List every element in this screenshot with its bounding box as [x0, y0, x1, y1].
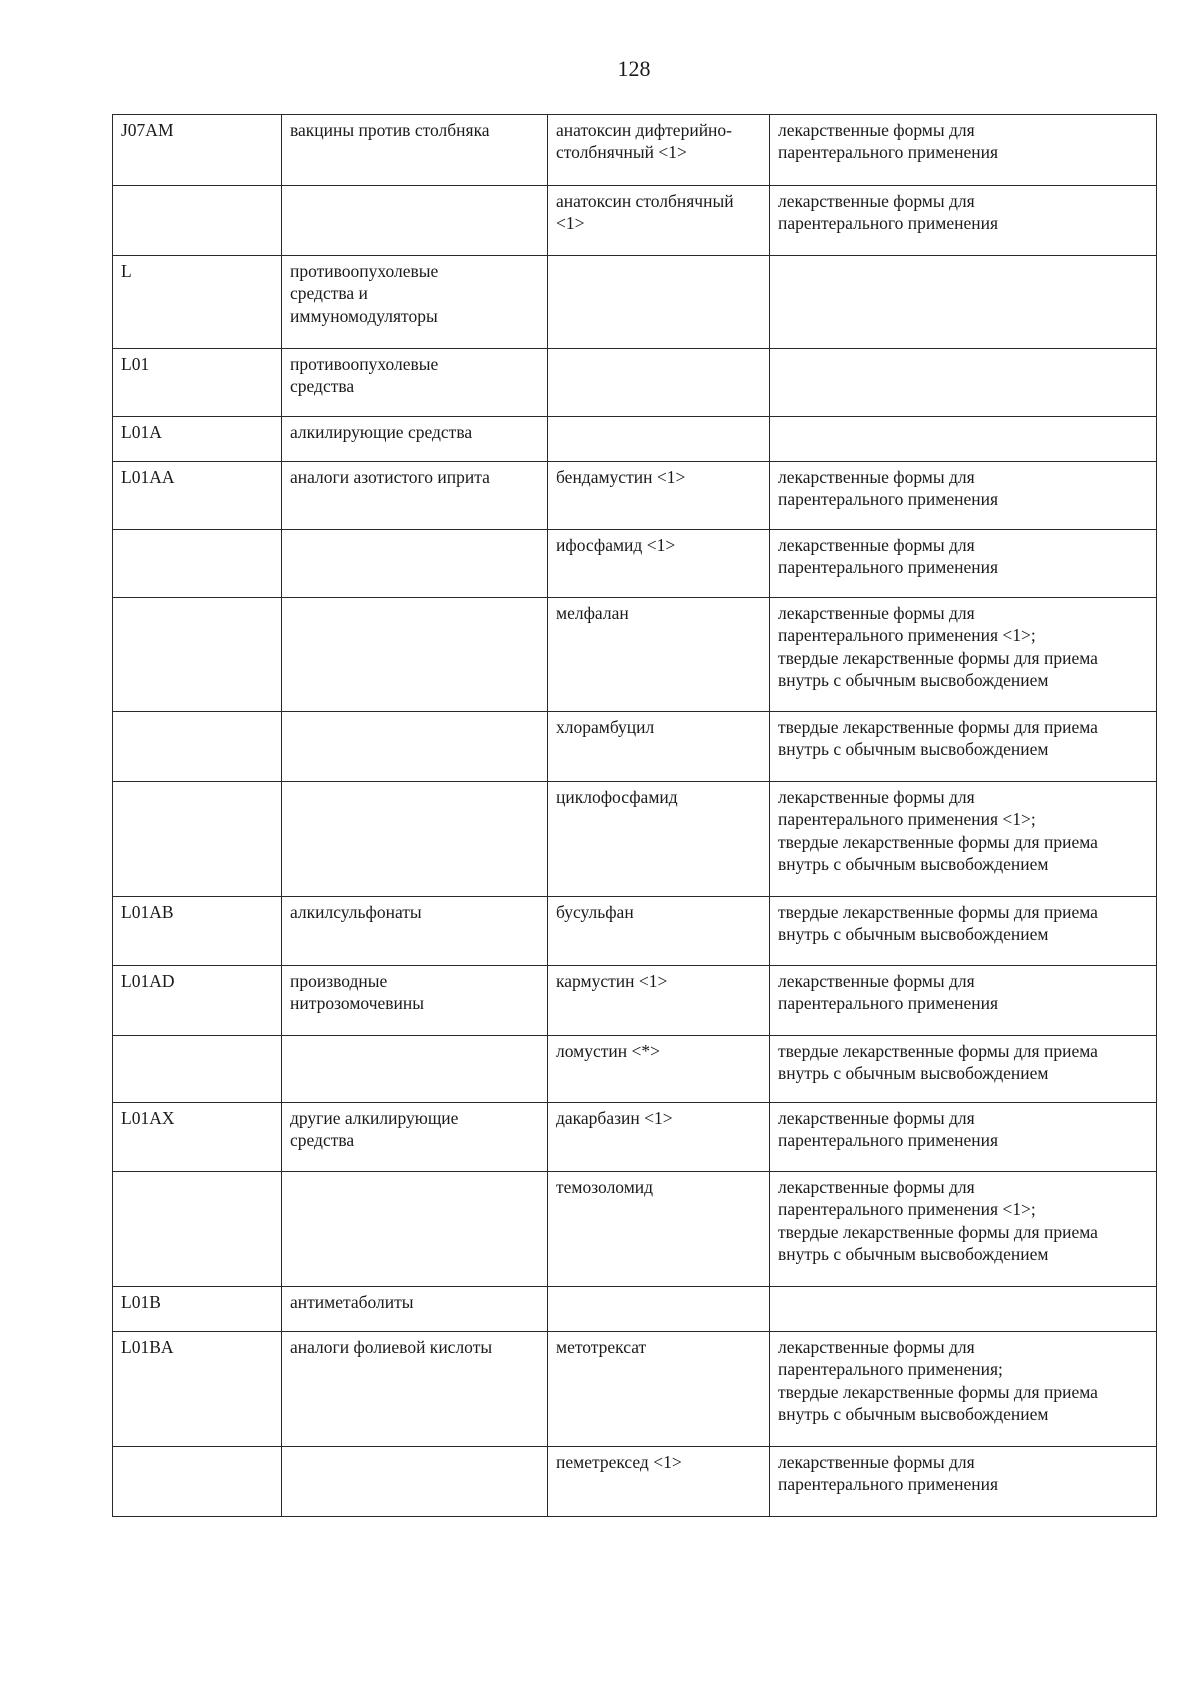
- table-row: [113, 598, 1157, 712]
- dosage-form-cell: лекарственные формы для парентерального применения: [770, 1447, 1157, 1517]
- atc-code-cell: [113, 712, 282, 782]
- table-row: [113, 186, 1157, 256]
- group-name-cell: алкилирующие средства: [282, 417, 548, 462]
- drug-name-cell: [548, 349, 770, 417]
- atc-code-cell: L01AD: [113, 966, 282, 1036]
- atc-code-cell: L01: [113, 349, 282, 417]
- group-name-cell: аналоги фолиевой кислоты: [282, 1332, 548, 1447]
- drug-name-cell: бендамустин <1>: [548, 462, 770, 530]
- dosage-form-cell: твердые лекарственные формы для приема внутрь с обычным высвобождением: [770, 897, 1157, 966]
- drug-name-cell: ифосфамид <1>: [548, 530, 770, 598]
- atc-code-cell: L01BA: [113, 1332, 282, 1447]
- dosage-form-cell: лекарственные формы для парентерального применения <1>; твердые лекарственные формы для приема внутрь с обычным высвобождением: [770, 1172, 1157, 1287]
- atc-code-cell: L01A: [113, 417, 282, 462]
- drug-table: [112, 114, 1157, 1517]
- drug-name-cell: [548, 256, 770, 349]
- drug-name-cell: мелфалан: [548, 598, 770, 712]
- group-name-cell: алкилсульфонаты: [282, 897, 548, 966]
- table-row: [113, 1332, 1157, 1447]
- atc-code-cell: [113, 530, 282, 598]
- drug-name-cell: циклофосфамид: [548, 782, 770, 897]
- dosage-form-cell: лекарственные формы для парентерального применения; твердые лекарственные формы для приема внутрь с обычным высвобождением: [770, 1332, 1157, 1447]
- drug-name-cell: темозоломид: [548, 1172, 770, 1287]
- dosage-form-cell: [770, 417, 1157, 462]
- drug-name-cell: кармустин <1>: [548, 966, 770, 1036]
- dosage-form-cell: лекарственные формы для парентерального применения: [770, 115, 1157, 186]
- table-row: [113, 1172, 1157, 1287]
- dosage-form-cell: [770, 1287, 1157, 1332]
- atc-code-cell: L: [113, 256, 282, 349]
- group-name-cell: [282, 1036, 548, 1103]
- group-name-cell: [282, 782, 548, 897]
- atc-code-cell: [113, 1036, 282, 1103]
- dosage-form-cell: [770, 256, 1157, 349]
- atc-code-cell: L01B: [113, 1287, 282, 1332]
- table-row: [113, 897, 1157, 966]
- drug-name-cell: пеметрексед <1>: [548, 1447, 770, 1517]
- atc-code-cell: L01AX: [113, 1103, 282, 1172]
- dosage-form-cell: лекарственные формы для парентерального применения <1>; твердые лекарственные формы для приема внутрь с обычным высвобождением: [770, 598, 1157, 712]
- drug-name-cell: анатоксин столбнячный <1>: [548, 186, 770, 256]
- table-row: [113, 530, 1157, 598]
- drug-name-cell: ломустин <*>: [548, 1036, 770, 1103]
- table-row: [113, 115, 1157, 186]
- table-row: [113, 349, 1157, 417]
- atc-code-cell: [113, 782, 282, 897]
- atc-code-cell: J07AM: [113, 115, 282, 186]
- drug-name-cell: метотрексат: [548, 1332, 770, 1447]
- table-row: [113, 1447, 1157, 1517]
- group-name-cell: производные нитрозомочевины: [282, 966, 548, 1036]
- group-name-cell: [282, 530, 548, 598]
- table-row: [113, 417, 1157, 462]
- group-name-cell: противоопухолевые средства: [282, 349, 548, 417]
- group-name-cell: [282, 1172, 548, 1287]
- table-row: [113, 1036, 1157, 1103]
- atc-code-cell: [113, 598, 282, 712]
- dosage-form-cell: твердые лекарственные формы для приема внутрь с обычным высвобождением: [770, 712, 1157, 782]
- group-name-cell: противоопухолевые средства и иммуномодуляторы: [282, 256, 548, 349]
- atc-code-cell: [113, 1172, 282, 1287]
- group-name-cell: вакцины против столбняка: [282, 115, 548, 186]
- atc-code-cell: L01AA: [113, 462, 282, 530]
- drug-name-cell: бусульфан: [548, 897, 770, 966]
- dosage-form-cell: [770, 349, 1157, 417]
- group-name-cell: другие алкилирующие средства: [282, 1103, 548, 1172]
- group-name-cell: [282, 712, 548, 782]
- table-row: [113, 966, 1157, 1036]
- table-row: [113, 782, 1157, 897]
- table-row: [113, 256, 1157, 349]
- drug-name-cell: [548, 1287, 770, 1332]
- dosage-form-cell: лекарственные формы для парентерального применения <1>; твердые лекарственные формы для приема внутрь с обычным высвобождением: [770, 782, 1157, 897]
- atc-code-cell: L01AB: [113, 897, 282, 966]
- group-name-cell: [282, 186, 548, 256]
- table-row: [113, 1103, 1157, 1172]
- dosage-form-cell: лекарственные формы для парентерального применения: [770, 462, 1157, 530]
- dosage-form-cell: лекарственные формы для парентерального применения: [770, 966, 1157, 1036]
- drug-name-cell: хлорамбуцил: [548, 712, 770, 782]
- drug-name-cell: анатоксин дифтерийно- столбнячный <1>: [548, 115, 770, 186]
- dosage-form-cell: лекарственные формы для парентерального применения: [770, 186, 1157, 256]
- atc-code-cell: [113, 186, 282, 256]
- table-row: [113, 712, 1157, 782]
- group-name-cell: [282, 1447, 548, 1517]
- group-name-cell: аналоги азотистого иприта: [282, 462, 548, 530]
- table-row: [113, 462, 1157, 530]
- group-name-cell: антиметаболиты: [282, 1287, 548, 1332]
- table-row: [113, 1287, 1157, 1332]
- atc-code-cell: [113, 1447, 282, 1517]
- dosage-form-cell: твердые лекарственные формы для приема внутрь с обычным высвобождением: [770, 1036, 1157, 1103]
- group-name-cell: [282, 598, 548, 712]
- drug-name-cell: [548, 417, 770, 462]
- dosage-form-cell: лекарственные формы для парентерального применения: [770, 1103, 1157, 1172]
- page-number: 128: [617, 56, 651, 81]
- table-body: [113, 115, 1157, 1517]
- dosage-form-cell: лекарственные формы для парентерального применения: [770, 530, 1157, 598]
- drug-name-cell: дакарбазин <1>: [548, 1103, 770, 1172]
